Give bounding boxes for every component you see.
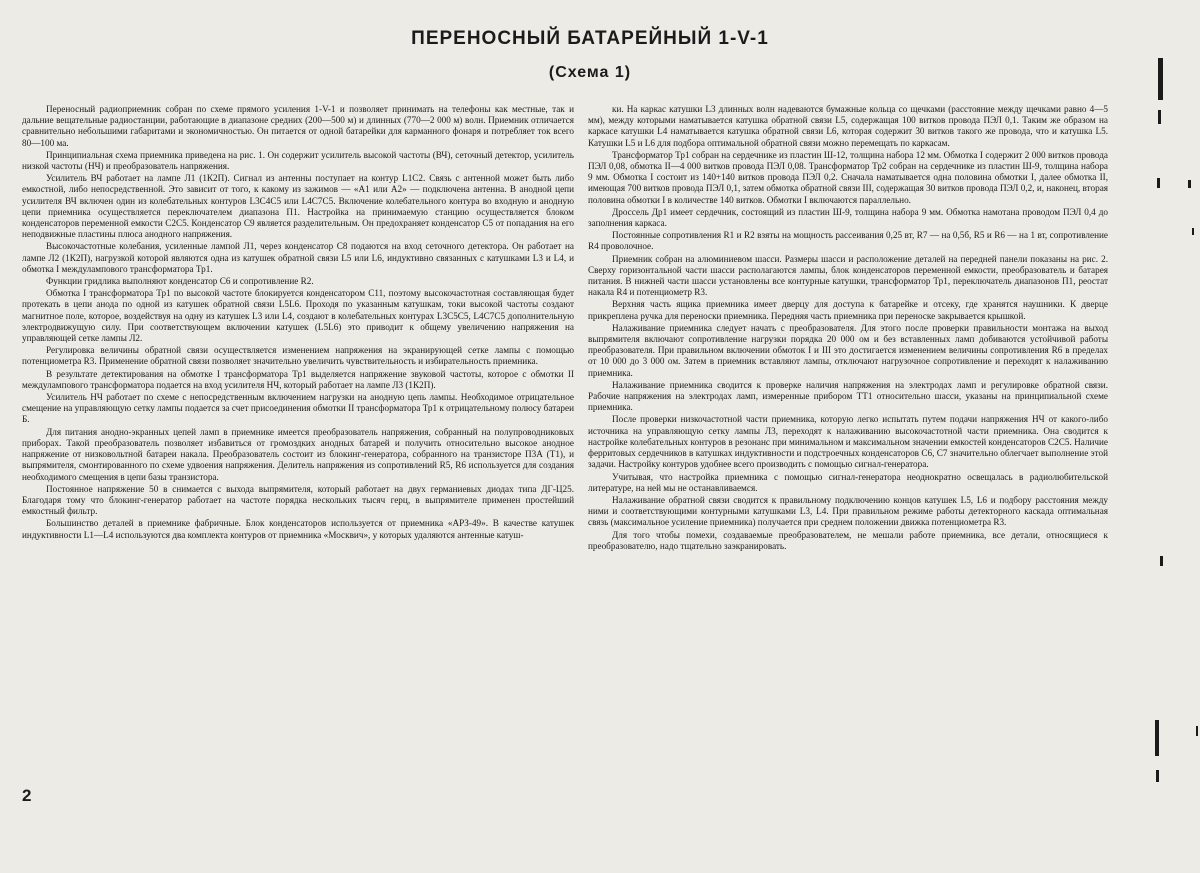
paragraph: Налаживание обратной связи сводится к правильному подключению концов катушек L5, L6 и подбору расстояния между ними и соответствующими контурными катушками L3, L4. При правильном режиме работы детекторного каскада оптимальная связь (максимальное усиление приемника) получается при среднем положении движка потенциометра R3. (588, 494, 1108, 528)
paragraph: Высокочастотные колебания, усиленные лампой Л1, через конденсатор C8 подаются на вход сеточного детектора. Он работает на лампе Л2 (1К2П), нагрузкой которой являются одна из катушек обратной связи L5 или L6, индуктивно связанных с катушками L3 и L4, и обмотка I междулампового трансформатора Тр1. (22, 241, 574, 274)
paragraph: Большинство деталей в приемнике фабричные. Блок конденсаторов используется от приемника «АРЗ-49». В качестве катушек индуктивности L1—L4 используются два комплекта контуров от приемника «Москвич», у которых удаляются антенные катуш- (22, 518, 574, 540)
paragraph: Налаживание приемника следует начать с преобразователя. Для этого после проверки правильности монтажа на выход выпрямителя включают сопротивление нагрузки порядка 20 000 ом и без вставленных ламп добиваются устойчивой работы преобразователя. При правильном включении обмоток I и III это достигается изменением величины сопротивления R6 в пределах от 10 000 до 3 000 ом. Затем в приемник вставляют лампы, отключают нагрузочное сопротивление и переходят к налаживанию приемника. (588, 322, 1108, 378)
paragraph: Постоянные сопротивления R1 и R2 взяты на мощность рассеивания 0,25 вт, R7 — на 0,5б, R5 и R6 — на 1 вт, сопротивление R4 проволочное. (588, 230, 1108, 252)
scan-artifact-mark (1157, 178, 1160, 188)
paragraph: Функции гридлика выполняют конденсатор C6 и сопротивление R2. (46, 276, 314, 287)
paragraph: Для того чтобы помехи, создаваемые преобразователем, не мешали работе приемника, все детали, относящиеся к преобразователю, надо тщательно заэкранировать. (588, 529, 1108, 551)
paragraph: Регулировка величины обратной связи осуществляется изменением напряжения на экранирующей сетке лампы с помощью потенциометра R3. Применение обратной связи позволяет значительно увеличить чувствительность и избирательность приемника. (22, 345, 574, 367)
scan-artifact-mark (1156, 770, 1159, 782)
paragraph: Дроссель Др1 имеет сердечник, состоящий из пластин Ш-9, толщина набора 9 мм. Обмотка намотана проводом ПЭЛ 0,4 до заполнения каркаса. (588, 206, 1108, 229)
scan-artifact-mark (1196, 726, 1198, 736)
paragraph: Для питания анодно-экранных цепей ламп в приемнике имеется преобразователь напряжения, собранный на полупроводниковых приборах. Такой преобразователь позволяет избавиться от громоздких анодных батарей и получить относительно высокое анодное напряжение от низковольтной батареи накала. Преобразователь состоит из блокинг-генератора, собранного на транзисторе П3А (Т1), и выпрямителя, смонтированного по схеме удвоения напряжения. Делитель напряжения из сопротивлений R5, R6 используется для создания необходимого смещения в цепи базы транзистора. (22, 426, 574, 482)
scan-artifact-mark (1158, 110, 1161, 124)
paragraph: ки. На каркас катушки L3 длинных волн надеваются бумажные кольца со щечками (расстояние между щечками равно 4—5 мм), между которыми наматывается катушка обратной связи L5, содержащая 100 витков провода ПЭЛ 0,1. Таким же образом на каркасе катушки L4 наматывается катушка обратной связи L6, которая содержит 30 витков такого же провода, что и катушка L5. Катушки L5 и L6 для подбора оптимальной обратной связи можно перемещать по каркасам. (588, 104, 1108, 148)
paragraph: Налаживание приемника сводится к проверке наличия напряжения на электродах ламп и регулировке обратной связи. Рабочие напряжения на электродах ламп, измеренные прибором ТТ1 относительно шасси, указаны на принципиальной схеме приемника. (588, 379, 1108, 413)
paragraph: Принципиальная схема приемника приведена на рис. 1. Он содержит усилитель высокой частоты (ВЧ), сеточный детектор, усилитель низкой частоты (НЧ) и преобразователь напряжения. (22, 149, 574, 172)
scan-artifact-mark (1155, 720, 1159, 756)
paragraph: Усилитель НЧ работает по схеме с непосредственным включением нагрузки на анодную цепь лампы. Необходимое отрицательное смещение на управляющую сетку лампы подается за счет присоединения обмотки II трансформатора Тр1 к отрицательному полюсу батареи Б. (22, 392, 574, 425)
page-number: 2 (22, 786, 32, 805)
paragraph: Верхняя часть ящика приемника имеет дверцу для доступа к батарейке и отсеку, где хранятся наушники. К дверце прикреплена ручка для переноски приемника. Передняя часть приемника при переноске закрывается крышкой. (588, 299, 1108, 321)
paragraph: Переносный радиоприемник собран по схеме прямого усиления 1-V-1 и позволяет принимать на телефоны как местные, так и дальние вещательные радиостанции, работающие в диапазоне средних (200—500 м) и длинных (770—2 000 м) волн. Приемник отличается сравнительно небольшими габаритами и экономичностью. Он питается от одной батарейки для карманного фонаря и потребляет ток всего 80—100 ма. (22, 104, 574, 148)
right-column (588, 104, 1108, 553)
scan-artifact-mark (1192, 228, 1194, 235)
left-column (22, 104, 574, 542)
paragraph: Учитывая, что настройка приемника с помощью сигнал-генератора неоднократно освещалась в радиолюбительской литературе, на ней мы не останавливаемся. (588, 471, 1108, 493)
paragraph: Усилитель ВЧ работает на лампе Л1 (1К2П). Сигнал из антенны поступает на контур L1C2. Связь с антенной может быть либо емкостной, либо непосредственной. Это зависит от того, к какому из зажимов — «А1 или А2» — подключена антенна. В анодной цепи усилителя ВЧ включен один из колебательных контуров L3C4C5 или L4C7C5. Включение колебательного контура во входную и анодную цепи приемника осуществляется переключателем диапазона П1. Настройка на принимаемую станцию осуществляется блоком конденсаторов переменной емкости C2C5. Конденсатор C9 является разделительным. Он предохраняет конденсатор C5 от попадания на его неподвижные пластины плюса анодного напряжения. (22, 173, 574, 240)
paragraph: Трансформатор Тр1 собран на сердечнике из пластин Ш-12, толщина набора 12 мм. Обмотка I содержит 2 000 витков провода ПЭЛ 0,08, обмотка II—4 000 витков провода ПЭЛ 0,08. Трансформатор Тр2 собран на сердечнике из пластин Ш-9, толщина набора 9 мм. Обмотка I состоит из 140+140 витков провода ПЭЛ 0,2. Сначала наматывается одна половина обмотки I, далее обмотка II, имеющая 700 витков провода ПЭЛ 0,1, затем обмотка обратной связи III, содержащая 30 витков провода ПЭЛ 0,2, и, наконец, вторая половина обмотки I в количестве 140 витков. Обмотки I включаются параллельно. (588, 149, 1108, 205)
page-title: ПЕРЕНОСНЫЙ БАТАРЕЙНЫЙ 1-V-1 (411, 28, 769, 49)
paragraph: Приемник собран на алюминиевом шасси. Размеры шасси и расположение деталей на передней панели показаны на рис. 2. Сверху горизонтальной части шасси располагаются лампы, блок конденсаторов переменной емкости, преобразователь и батарея питания. В нижней части шасси установлены все контурные катушки, трансформатор Тр1, переключатель диапазонов П1, реостат накала R4 и потенциометр R3. (588, 253, 1108, 298)
paragraph: Обмотка I трансформатора Тр1 по высокой частоте блокируется конденсатором C11, поэтому высокочастотная составляющая будет протекать в цепи анода по одной из катушек обратной связи L5L6. Проходя по указанным катушкам, токи высокой частоты создают магнитное поле, которое, воздействуя на одну из катушек L3 или L4, создают в колебательных контурах L3C5C5, L4C7C5 дополнительную электродвижущую силу. При соответствующем включении катушек (L5L6) это приводит к общему увеличению напряжения на управляющей сетке лампы Л2. (22, 288, 574, 344)
paragraph: Постоянное напряжение 50 в снимается с выхода выпрямителя, который работает на двух германиевых диодах типа ДГ-Ц25. Благодаря тому что блокинг-генератор работает на частоте порядка нескольких тысяч герц, в выпрямителе применен простейший емкостный фильтр. (22, 483, 574, 517)
paragraph: После проверки низкочастотной части приемника, которую легко испытать путем подачи напряжения НЧ от какого-либо источника на управляющую сетку лампы Л3, переходят к налаживанию высокочастотной части приемника. Она сводится к настройке колебательных контуров в резонанс при минимальном и максимальном значении емкостей конденсаторов C2C5. Наличие ферритовых сердечников в катушках индуктивности и подстроечных конденсаторов C6, C7 значительно облегчает выполнение этой задачи. Настройку контуров удобнее всего производить с помощью сигнал-генератора. (588, 414, 1108, 470)
paragraph: В результате детектирования на обмотке I трансформатора Тр1 выделяется напряжение звуковой частоты, которое с обмотки II междулампового трансформатора подается на вход усилителя НЧ, который работает на лампе Л3 (1К2П). (22, 368, 574, 390)
scan-artifact-mark (1160, 556, 1163, 566)
scan-artifact-mark (1158, 58, 1163, 100)
scan-artifact-mark (1188, 180, 1191, 188)
page-subtitle: (Схема 1) (548, 64, 632, 81)
